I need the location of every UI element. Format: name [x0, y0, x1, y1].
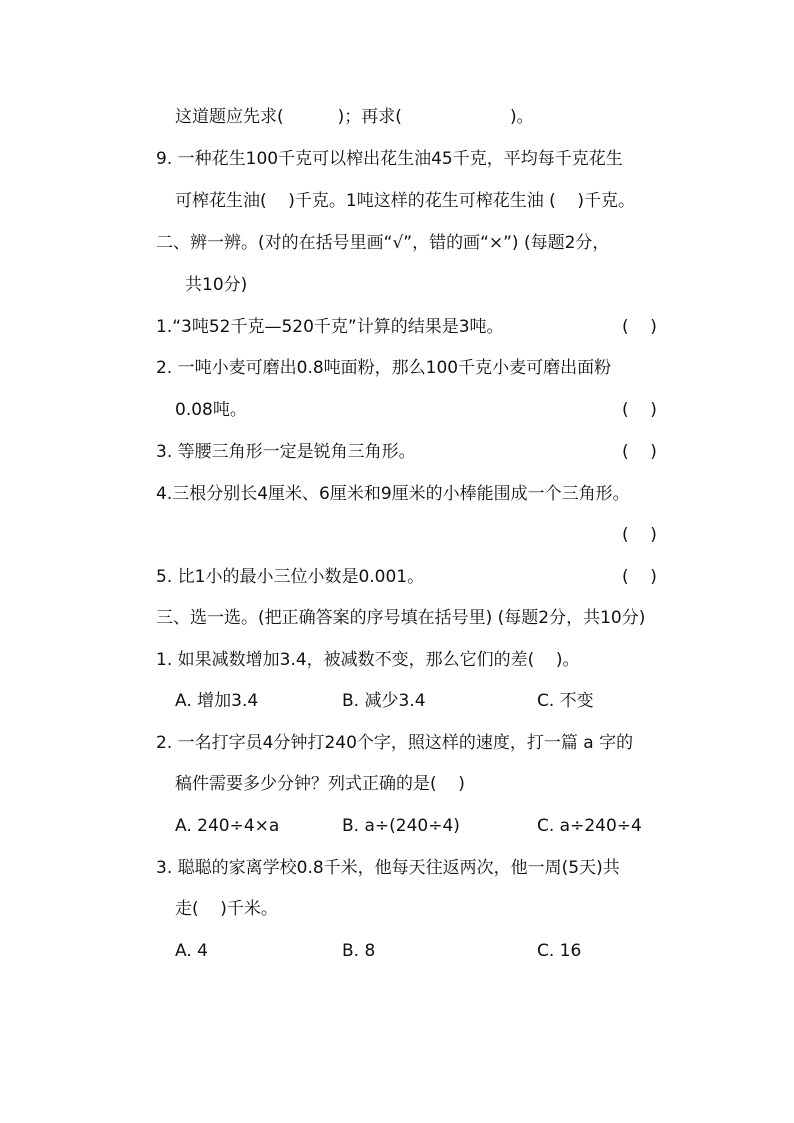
- answer-blank: ( ): [622, 400, 657, 420]
- choice-2-option-b: B. a÷(240÷4): [342, 816, 460, 836]
- answer-blank: ( ): [622, 317, 657, 337]
- choice-question-2-line-2: 稿件需要多少分钟？列式正确的是( ): [175, 774, 465, 794]
- choice-question-1: 1. 如果减数增加3.4，被减数不变，那么它们的差( )。: [156, 650, 580, 670]
- choice-1-option-b: B. 减少3.4: [342, 691, 426, 711]
- judge-item-4: 4.三根分别长4厘米、6厘米和9厘米的小棒能围成一个三角形。: [156, 484, 630, 504]
- choice-question-2-line-1: 2. 一名打字员4分钟打240个字，照这样的速度，打一篇 a 字的: [156, 733, 634, 753]
- question-9-line-1: 9. 一种花生100千克可以榨出花生油45千克，平均每千克花生: [156, 149, 623, 169]
- choice-1-option-a: A. 增加3.4: [175, 691, 259, 711]
- judge-item-1: 1.“3吨52千克—520千克”计算的结果是3吨。: [156, 317, 504, 337]
- choice-2-option-c: C. a÷240÷4: [537, 816, 642, 836]
- choice-2-option-a: A. 240÷4×a: [175, 816, 280, 836]
- section-2-heading-line-1: 二、辨一辨。(对的在括号里画“√”，错的画“×”) (每题2分，: [156, 233, 610, 253]
- choice-3-option-c: C. 16: [537, 941, 582, 961]
- choice-question-3-line-1: 3. 聪聪的家离学校0.8千米，他每天往返两次，他一周(5天)共: [156, 858, 620, 878]
- answer-blank: ( ): [622, 525, 657, 545]
- judge-item-5: 5. 比1小的最小三位小数是0.001。: [156, 567, 425, 587]
- question-9-line-2: 可榨花生油( )千克。1吨这样的花生可榨花生油 ( )千克。: [175, 191, 635, 211]
- judge-item-3: 3. 等腰三角形一定是锐角三角形。: [156, 442, 416, 462]
- section-3-heading: 三、选一选。(把正确答案的序号填在括号里) (每题2分，共10分): [156, 608, 646, 628]
- judge-item-2-line-1: 2. 一吨小麦可磨出0.8吨面粉，那么100千克小麦可磨出面粉: [156, 358, 612, 378]
- section-2-heading-line-2: 共10分): [185, 275, 248, 295]
- answer-blank: ( ): [622, 567, 657, 587]
- q8-continuation-line: 这道题应先求( )；再求( )。: [175, 107, 534, 127]
- choice-3-option-b: B. 8: [342, 941, 376, 961]
- choice-3-option-a: A. 4: [175, 941, 208, 961]
- choice-question-3-line-2: 走( )千米。: [175, 899, 278, 919]
- judge-item-2-line-2: 0.08吨。: [175, 400, 247, 420]
- answer-blank: ( ): [622, 442, 657, 462]
- choice-1-option-c: C. 不变: [537, 691, 594, 711]
